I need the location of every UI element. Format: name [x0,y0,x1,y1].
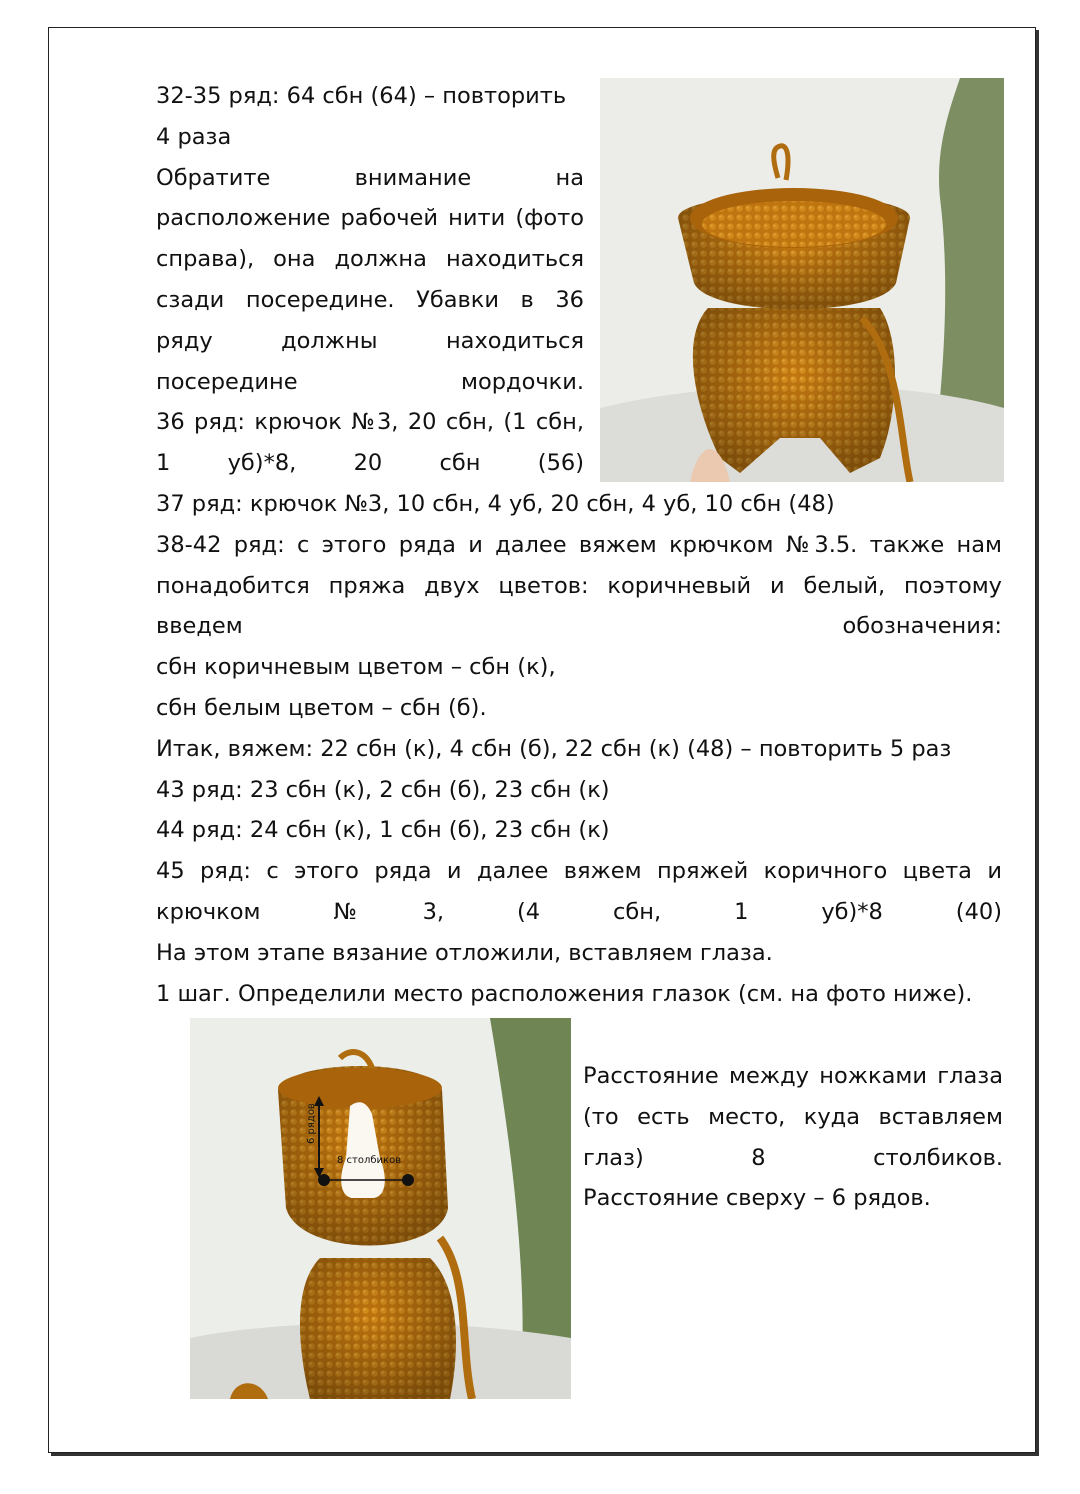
photo-top-right [600,78,1004,482]
paragraph-attention-note: Обратите внимание на расположение рабочей нити (фото справа), она должна находиться сзади посередине. Убавки в 36 ряду должны находиться посередине мордочки. [156,164,584,395]
paragraph-row-37: 37 ряд: крючок №3, 10 сбн, 4 уб, 20 сбн, 4 уб, 10 сбн (48) [156,491,835,517]
paragraph-row-43: 43 ряд: 23 сбн (к), 2 сбн (б), 23 сбн (к) [156,776,610,803]
paragraph-step-1: 1 шаг. Определили место расположения глазок (см. на фото ниже). [156,980,973,1007]
main-text-block [156,484,1002,1014]
photo-bottom-left [190,1018,571,1399]
paragraph-white-notation: сбн белым цветом – сбн (б). [156,694,487,721]
paragraph-rows-32-35: 32-35 ряд: 64 сбн (64) – повторить 4 раза [156,83,567,150]
paragraph-row-45: 45 ряд: с этого ряда и далее вяжем пряжей коричного цвета и крючком №3, (4 сбн, 1 уб)*8 (40) [156,858,1002,925]
paragraph-row-44: 44 ряд: 24 сбн (к), 1 сбн (б), 23 сбн (к) [156,817,610,844]
top-text-column [156,76,584,484]
paragraph-rows-38-42: 38-42 ряд: с этого ряда и далее вяжем крючком №3.5. также нам понадобится пряжа двух цветов: коричневый и белый, поэтому введем обозначения: [156,531,1002,640]
paragraph-eye-distance: Расстояние между ножками глаза (то есть место, куда вставляем глаз) 8 столбиков. [583,1063,1003,1171]
paragraph-eyes-stage: На этом этапе вязание отложили, вставляем глаза. [156,939,773,966]
side-text-column [583,1056,1003,1219]
paragraph-brown-notation: сбн коричневым цветом – сбн (к), [156,654,556,681]
paragraph-knit-repeat: Итак, вяжем: 22 сбн (к), 4 сбн (б), 22 сбн (к) (48) – повторить 5 раз [156,735,952,762]
rows-count-label: 6 рядов [306,1103,317,1144]
paragraph-row-36: 36 ряд: крючок №3, 20 сбн, (1 сбн, 1 уб)*8, 20 сбн (56) [156,409,584,477]
paragraph-top-distance: Расстояние сверху – 6 рядов. [583,1185,931,1212]
stitches-count-label: 8 столбиков [337,1155,402,1166]
